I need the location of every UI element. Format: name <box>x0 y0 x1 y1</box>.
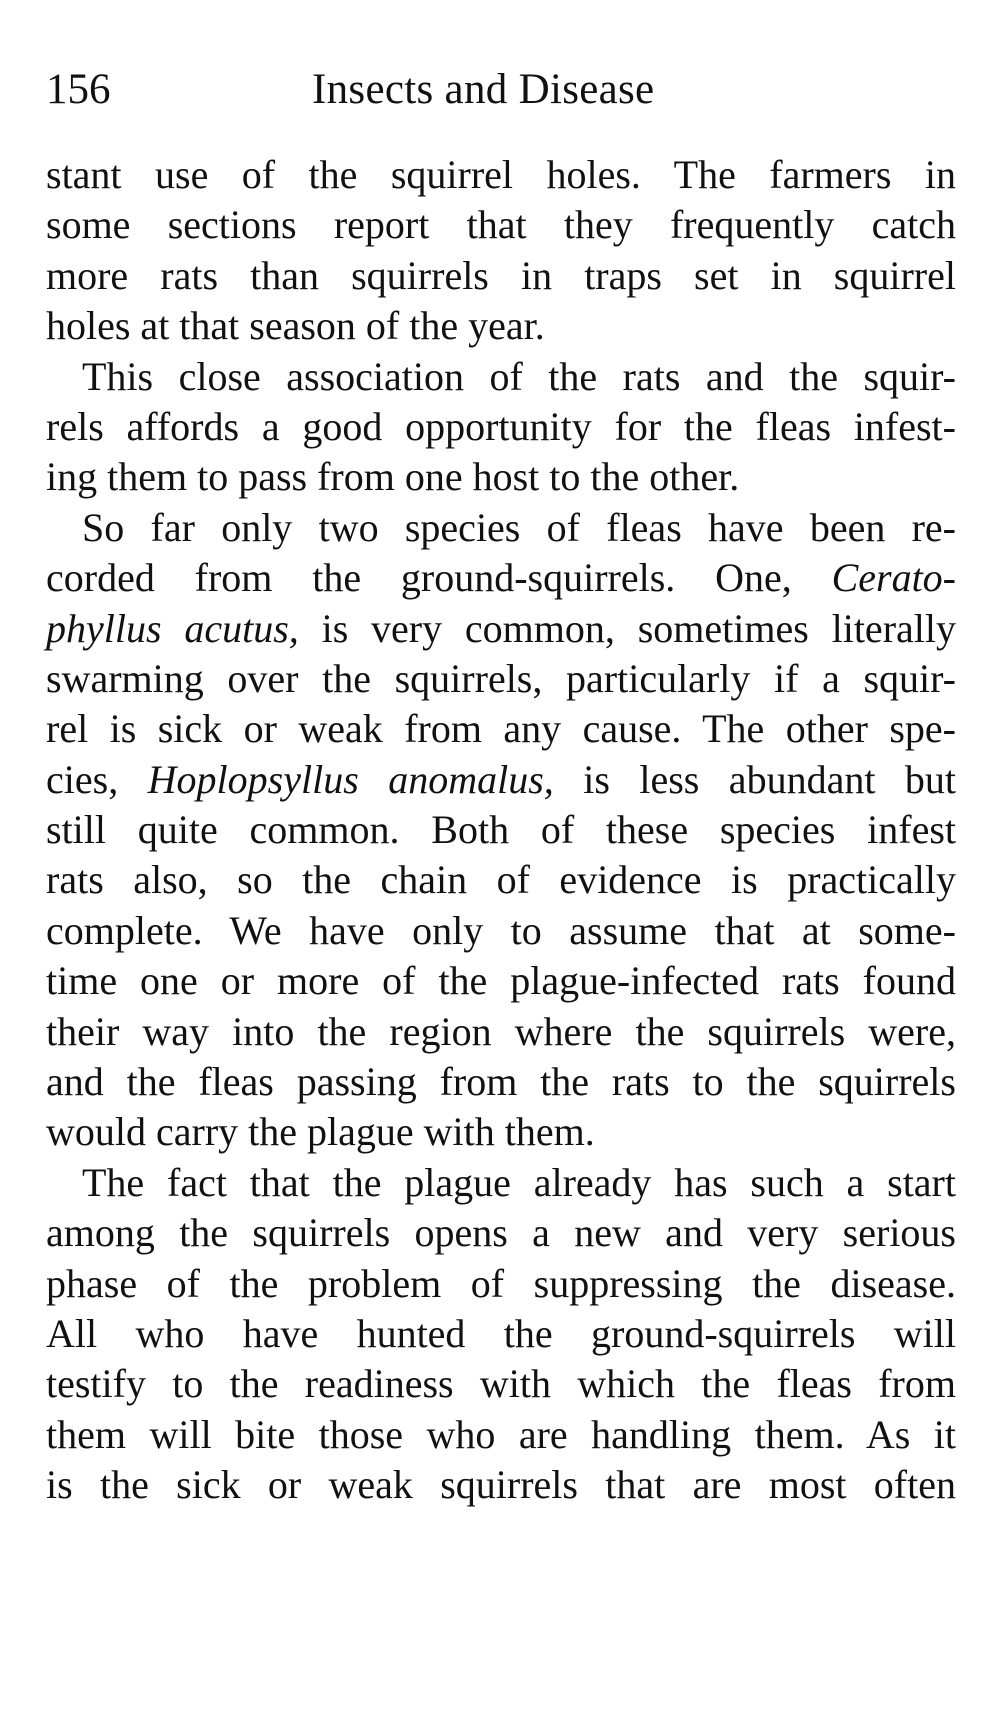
text-line <box>46 553 956 603</box>
text-line <box>46 150 956 200</box>
text-line <box>46 200 956 250</box>
text-line <box>46 755 956 805</box>
text-line <box>46 251 956 301</box>
body-text <box>46 150 956 1511</box>
text-run: testify to the readiness with which the fleas from <box>46 1361 956 1407</box>
text-run: is very common, sometimes literally <box>298 605 956 651</box>
text-run: The fact that the plague already has such a start <box>82 1159 956 1205</box>
page-number: 156 <box>46 66 111 113</box>
italic-text: Hoplopsyllus anomalus, <box>147 756 554 802</box>
text-line <box>46 452 956 502</box>
text-run: their way into the region where the squirrels were, <box>46 1008 956 1054</box>
text-line <box>46 855 956 905</box>
text-line <box>46 1259 956 1309</box>
paragraph <box>46 150 956 352</box>
text-line <box>46 604 956 654</box>
running-head <box>46 60 956 120</box>
text-line <box>46 654 956 704</box>
text-line <box>46 301 956 351</box>
text-run: more rats than squirrels in traps set in squirrel <box>46 252 956 298</box>
text-run: corded from the ground-squirrels. One, <box>46 555 832 601</box>
text-run: stant use of the squirrel holes. The farmers in <box>46 152 956 197</box>
text-line <box>46 1460 956 1510</box>
text-run: complete. We have only to assume that at some- <box>46 907 956 953</box>
text-line <box>46 402 956 452</box>
text-line <box>46 1158 956 1208</box>
text-run: among the squirrels opens a new and very serious <box>46 1210 956 1256</box>
text-line <box>46 1309 956 1359</box>
text-run: them will bite those who are handling them. As it <box>46 1411 956 1457</box>
text-run: is less abundant but <box>553 756 956 802</box>
text-line <box>46 1208 956 1258</box>
text-run: swarming over the squirrels, particularly if a squir- <box>46 655 956 701</box>
text-line <box>46 1359 956 1409</box>
text-line <box>46 503 956 553</box>
text-line <box>46 1410 956 1460</box>
text-run: holes at that season of the year. <box>46 303 545 349</box>
running-title: Insects and Disease <box>312 66 655 113</box>
paragraph <box>46 1158 956 1511</box>
text-line <box>46 1107 956 1157</box>
text-run: This close association of the rats and the squir- <box>82 353 956 399</box>
text-run: rats also, so the chain of evidence is practically <box>46 857 956 903</box>
italic-text: phyllus acutus, <box>46 605 299 651</box>
text-run: All who have hunted the ground-squirrels will <box>46 1310 956 1356</box>
text-run: still quite common. Both of these species infest <box>46 807 956 853</box>
text-line <box>46 906 956 956</box>
italic-text: Cerato- <box>831 555 956 601</box>
text-run: So far only two species of fleas have been re- <box>82 504 956 550</box>
text-line <box>46 1057 956 1107</box>
text-run: would carry the plague with them. <box>46 1109 595 1155</box>
text-run: and the fleas passing from the rats to the squirrels <box>46 1059 956 1105</box>
text-line <box>46 352 956 402</box>
text-run: ing them to pass from one host to the other. <box>46 454 740 500</box>
paragraph <box>46 503 956 1158</box>
text-run: cies, <box>46 756 148 802</box>
text-line <box>46 704 956 754</box>
paragraph <box>46 352 956 503</box>
text-run: some sections report that they frequently catch <box>46 202 956 248</box>
text-run: is the sick or weak squirrels that are most often <box>46 1462 956 1508</box>
text-run: rel is sick or weak from any cause. The other spe- <box>46 706 956 752</box>
text-run: time one or more of the plague-infected rats found <box>46 958 956 1004</box>
text-run: rels affords a good opportunity for the fleas infest- <box>46 403 956 449</box>
text-line <box>46 956 956 1006</box>
text-run: phase of the problem of suppressing the disease. <box>46 1260 956 1306</box>
text-line <box>46 1007 956 1057</box>
text-line <box>46 805 956 855</box>
